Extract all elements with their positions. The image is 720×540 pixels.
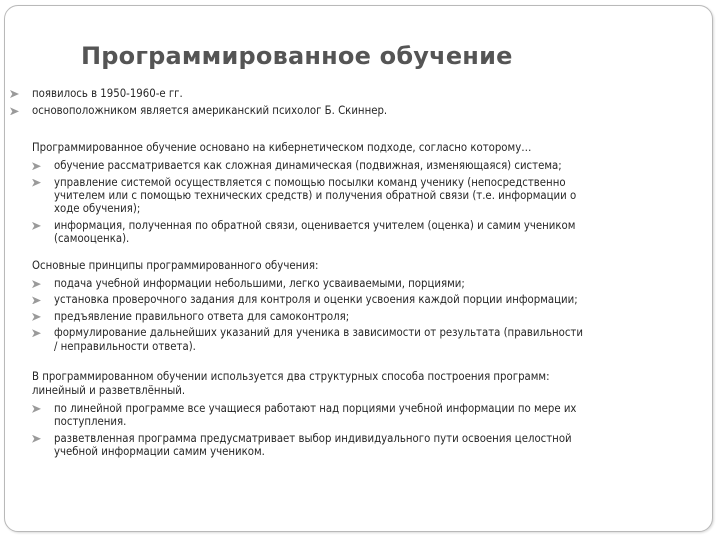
intro-list [10, 87, 694, 118]
section1-list [32, 159, 694, 245]
section3-item-2-line-1: разветвленная программа предусматривает выбор индивидуального пути освоения целостной [54, 431, 572, 445]
section1-item-2-line-3: ходе обучения); [54, 202, 141, 216]
list-item [32, 293, 694, 306]
list-item [32, 277, 694, 290]
intro-item-2: основоположником является американский психолог Б. Скиннер. [32, 104, 388, 118]
list-item [32, 402, 694, 429]
list-item [32, 310, 694, 323]
section2-item-3: предъявление правильного ответа для самоконтроля; [54, 309, 350, 323]
section3-item-1-line-2: поступления. [54, 415, 127, 429]
section2-item-1: подача учебной информации небольшими, легко усваиваемыми, порциями; [54, 277, 465, 291]
section1-item-1: обучение рассматривается как сложная динамическая (подвижная, изменяющаяся) система; [54, 159, 562, 173]
bullet-arrow-icon [32, 179, 41, 187]
section3-item-1-line-1: по линейной программе все учащиеся работают над порциями учебной информации по мере их [54, 401, 577, 415]
bullet-arrow-icon [10, 107, 19, 115]
bullet-arrow-icon [10, 90, 19, 98]
bullet-arrow-icon [32, 222, 41, 230]
bullet-arrow-icon [32, 405, 41, 413]
section2-item-4-line-2: / неправильности ответа). [54, 339, 196, 353]
bullet-arrow-icon [32, 162, 41, 170]
slide-content [32, 87, 694, 462]
list-item [32, 159, 694, 172]
section2-item-2: установка проверочного задания для контроля и оценки усвоения каждой порции информации; [54, 293, 578, 307]
list-item [32, 219, 694, 246]
section2-heading: Основные принципы программированного обучения: [32, 258, 319, 272]
page-title: Программированное обучение [81, 42, 513, 70]
list-item [32, 176, 694, 216]
section3-heading-line-2: линейный и разветвлённый. [32, 383, 186, 397]
section3-list [32, 402, 694, 459]
list-item [10, 104, 694, 117]
bullet-arrow-icon [32, 313, 41, 321]
section2-list [32, 277, 694, 353]
list-item [32, 326, 694, 353]
slide-frame [4, 5, 713, 532]
section1-item-2-line-1: управление системой осуществляется с помощью посылки команд ученику (непосредственно [54, 175, 566, 189]
bullet-arrow-icon [32, 329, 41, 337]
section2-item-4-line-1: формулирование дальнейших указаний для ученика в зависимости от результата (правильности [54, 326, 583, 340]
bullet-arrow-icon [32, 435, 41, 443]
bullet-arrow-icon [32, 296, 41, 304]
section3-heading-line-1: В программированном обучении используется два структурных способа построения программ: [32, 370, 550, 384]
bullet-arrow-icon [32, 280, 41, 288]
section3-item-2-line-2: учебной информации самим учеником. [54, 445, 265, 459]
list-item [10, 87, 694, 100]
section1-heading: Программированное обучение основано на кибернетическом подходе, согласно которому… [32, 140, 532, 154]
section1-item-2-line-2: учителем или с помощью технических средств) и получения обратной связи (т.е. информации о [54, 189, 577, 203]
section1-item-3-line-1: информация, полученная по обратной связи, оценивается учителем (оценка) и самим учеником [54, 218, 576, 232]
list-item [32, 432, 694, 459]
section1-item-3-line-2: (самооценка). [54, 232, 130, 246]
intro-item-1: появилось в 1950-1960-е гг. [32, 87, 183, 100]
